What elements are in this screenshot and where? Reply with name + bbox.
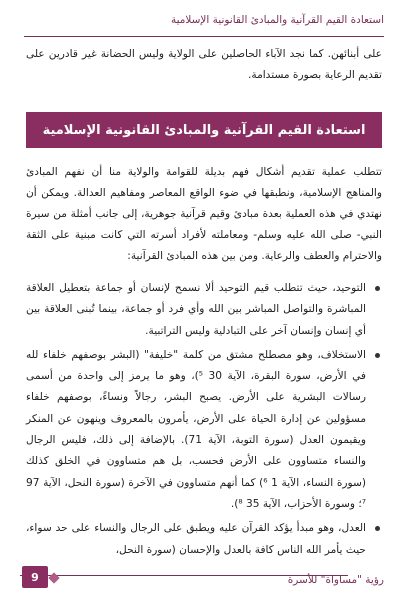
bullet-icon xyxy=(375,353,380,358)
page-footer xyxy=(0,558,408,598)
section-heading-text: استعادة القيم القرآنية والمبادئ القانونية الإسلامية xyxy=(42,122,366,138)
list-item-text: العدل، وهو مبدأ يؤكد القرآن عليه ويطبق على الرجال والنساء على حد سواء، حيث يأمر الله الناس كافة بالعدل والإحسان (سورة النحل، xyxy=(26,522,366,556)
intro-paragraph: على أبنائهن. كما نجد الآباء الحاصلين على الولاية وليس الحضانة غير قادرين على تقديم الرعاية بصورة مستدامة. xyxy=(26,48,382,81)
bullet-icon xyxy=(375,286,380,291)
list-item xyxy=(26,278,382,342)
running-header: استعادة القيم القرآنية والمبادئ القانونية الإسلامية xyxy=(170,14,384,26)
section-heading xyxy=(26,112,382,148)
list-item xyxy=(26,345,382,515)
page-number: 9 xyxy=(22,566,48,588)
list-item-text: التوحيد، حيث تتطلب قيم التوحيد ألا نسمح لإنسان أو جماعة بتعطيل العلاقة المباشرة والتواصل المباشر بين الله وأي فرد أو جماعة، بينما تُبنى العلاقة بين أي إنسان وإنسان آخر على التبادلية وليس التراتبية. xyxy=(26,282,366,337)
header-rule xyxy=(24,36,384,37)
footer-title: رؤية "مساواة" للأسرة xyxy=(287,574,384,586)
principles-list xyxy=(26,278,382,564)
body-paragraph: تتطلب عملية تقديم أشكال فهم بديلة للقوامة والولاية منا أن نفهم المبادئ والمناهج الإسلامية، ونطبقها في ضوء الواقع المعاصر ومفاهيم العدالة. ويمكن أن نهتدي في هذه العملية بعدة مبادئ وقيم قرآنية جوهرية، إلى جانب أمثلة من سيرة النبي- صلى الله عليه وسلم- ومعاملته لأفراد أسرته التي كانت مبنية على الثقة والاحترام والعطف والرعاية. ومن بين هذه المبادئ القرآنية: xyxy=(26,166,382,262)
list-item xyxy=(26,518,382,561)
bullet-icon xyxy=(375,526,380,531)
list-item-text: الاستخلاف، وهو مصطلح مشتق من كلمة "خليفة" (البشر بوصفهم خلفاء لله في الأرض، سورة البقرة، الآية 30 ⁵)، وهو ما يرمز إلى واحدة من أسمى رسالات البشرية على الأرض. يصبح البشر، رجالاً ونساءً، بوصفهم خلفاء مسؤولين عن إدارة الحياة على الأرض، يأمرون بالمعروف وينهون عن المنكر ويقيمون العدل (سورة التوبة، الآية 71). بالإضافة إلى ذلك، فليس الرجال والنساء متساوون على الأرض فحسب، بل هم متساوون في الخلق كذلك (سورة النساء، الآية 1 ⁶) كما أنهم متساوون في الآخرة (سورة النحل، الآية 97 ⁷؛ وسورة الأحزاب، الآية 35 ⁸). xyxy=(26,348,366,510)
